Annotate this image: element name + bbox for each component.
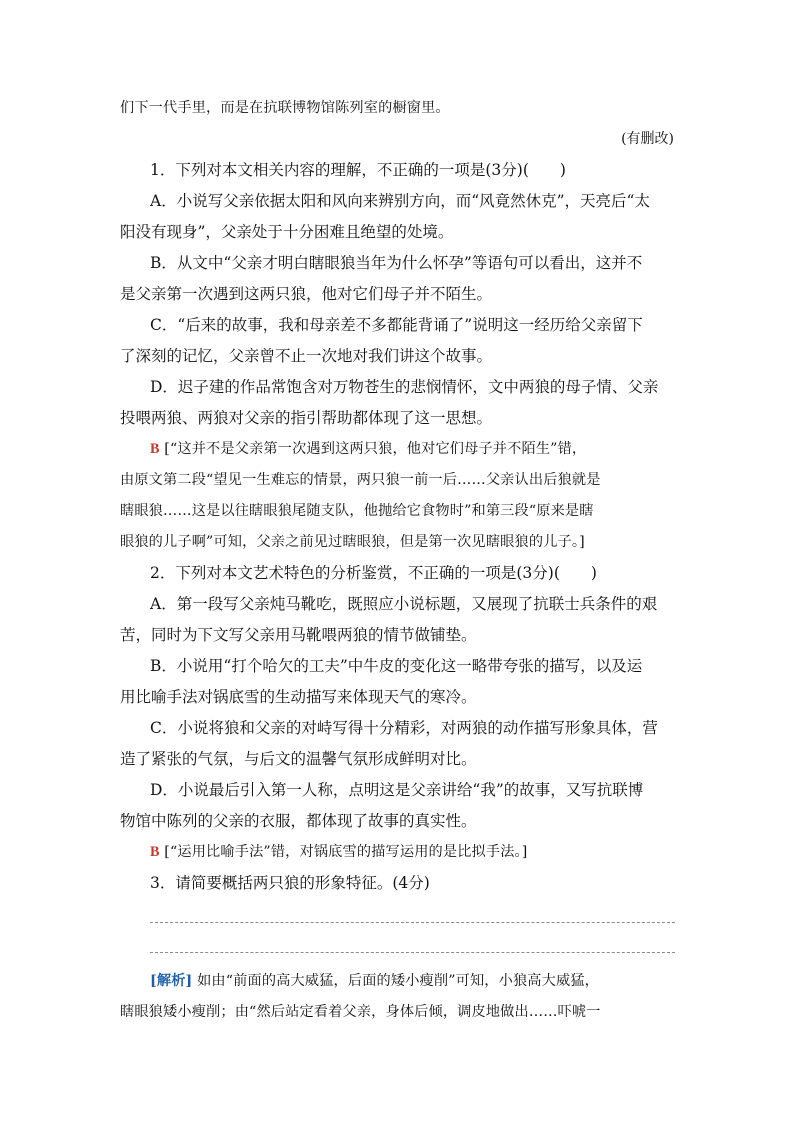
- q1-option-d-line2: 投喂两狼、两狼对父亲的指引帮助都体现了这一思想。: [120, 409, 493, 427]
- q2-option-d-line2: 物馆中陈列的父亲的衣服，都体现了故事的真实性。: [120, 812, 477, 830]
- q2-option-c-line2: 造了紧张的气氛，与后文的温馨气氛形成鲜明对比。: [120, 750, 477, 768]
- q2-answer-text: [“运用比喻手法”错，对锅底雪的描写运用的是比拟手法。]: [164, 844, 528, 860]
- question-2-stem: 2．下列对本文艺术特色的分析鉴赏，不正确的一项是(3分)( ): [150, 564, 597, 582]
- analysis-label: [解析]: [150, 973, 193, 989]
- q1-answer-line4: 眼狼的儿子啊”可知，父亲之前见过瞎眼狼，但是第一次见瞎眼狼的儿子。]: [120, 534, 585, 550]
- q1-answer-line3: 瞎眼狼……这是以往瞎眼狼尾随支队，他抛给它食物时”和第三段“原来是瞎: [120, 503, 594, 519]
- q2-option-a-line1: A．第一段写父亲炖马靴吃，既照应小说标题，又展现了抗联士兵条件的艰: [150, 595, 658, 613]
- question-1-stem: 1．下列对本文相关内容的理解，不正确的一项是(3分)( ): [150, 161, 566, 179]
- q1-answer-text: [“这并不是父亲第一次遇到这两只狼，他对它们母子并不陌生”错，: [164, 441, 587, 457]
- source-note: (有删改): [621, 131, 674, 147]
- q1-option-b-line1: B．从文中“父亲才明白瞎眼狼当年为什么怀孕”等语句可以看出，这并不: [150, 254, 643, 272]
- q2-option-c-line1: C．小说将狼和父亲的对峙写得十分精彩，对两狼的动作描写形象具体，营: [150, 719, 658, 737]
- q1-answer-line2: 由原文第二段“望见一生难忘的情景，两只狼一前一后……父亲认出后狼就是: [120, 472, 601, 488]
- analysis-line2: 瞎眼狼矮小瘦削；由“然后站定看着父亲，身体后倾，调皮地做出……吓唬一: [120, 1004, 601, 1020]
- q2-answer-line: [150, 842, 675, 862]
- q2-answer-letter: B: [150, 844, 160, 860]
- answer-blank-line-2[interactable]: [150, 952, 675, 953]
- q1-option-c-line1: C．“后来的故事，我和母亲差不多都能背诵了”说明这一经历给父亲留下: [150, 316, 643, 334]
- q2-option-b-line2: 用比喻手法对锅底雪的生动描写来体现天气的寒冷。: [120, 688, 477, 706]
- analysis-line1: [150, 971, 675, 991]
- passage-ending-line: 们下一代手里，而是在抗联博物馆陈列室的橱窗里。: [120, 100, 450, 116]
- q1-option-a-line1: A．小说写父亲依据太阳和风向来辨别方向，而“风竟然休克”，天亮后“太: [150, 192, 650, 210]
- q2-option-d-line1: D．小说最后引入第一人称，点明这是父亲讲给“我”的故事，又写抗联博: [150, 781, 644, 799]
- answer-blank-line-1[interactable]: [150, 922, 675, 923]
- analysis-text-1: 如由“前面的高大威猛，后面的矮小瘦削”可知，小狼高大威猛，: [197, 973, 599, 989]
- q2-option-b-line1: B．小说用“打个哈欠的工夫”中牛皮的变化这一略带夸张的描写，以及运: [150, 657, 643, 675]
- q1-answer-line1: [150, 439, 675, 459]
- question-3-stem: 3．请简要概括两只狼的形象特征。(4分): [150, 874, 430, 892]
- q2-option-a-line2: 苦，同时为下文写父亲用马靴喂两狼的情节做铺垫。: [120, 626, 477, 644]
- q1-option-d-line1: D．迟子建的作品常饱含对万物苍生的悲悯情怀，文中两狼的母子情、父亲: [150, 378, 659, 396]
- q1-answer-letter: B: [150, 441, 160, 457]
- q1-option-b-line2: 是父亲第一次遇到这两只狼，他对它们母子并不陌生。: [120, 285, 493, 303]
- q1-option-a-line2: 阳没有现身”，父亲处于十分困难且绝望的处境。: [120, 223, 454, 241]
- q1-option-c-line2: 了深刻的记忆，父亲曾不止一次地对我们讲这个故事。: [120, 347, 493, 365]
